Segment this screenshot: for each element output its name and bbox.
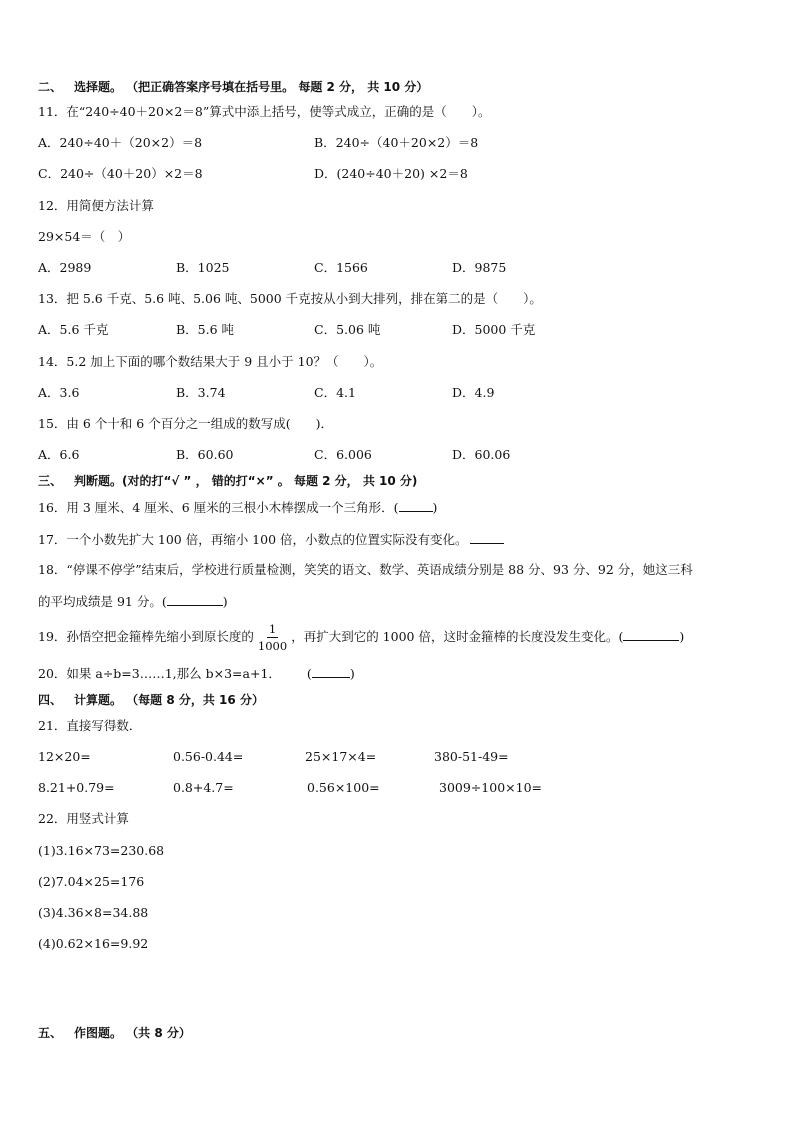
question-17 bbox=[38, 531, 504, 548]
question-14-option-c: C．4.1 bbox=[314, 385, 356, 400]
fraction-numerator: 1 bbox=[268, 622, 277, 636]
question-16-close: ) bbox=[432, 500, 438, 515]
section-number: 四、 bbox=[38, 693, 63, 707]
question-12-stem: 12．用简便方法计算 bbox=[38, 198, 154, 213]
section-number: 三、 bbox=[38, 474, 63, 488]
vertical-calc-item: (2)7.04×25=176 bbox=[38, 874, 145, 889]
question-11-option-a: A．240÷40＋（20×2）＝8 bbox=[38, 135, 203, 150]
question-15-option-b: B．60.60 bbox=[176, 447, 234, 462]
vertical-calc-item: (1)3.16×73=230.68 bbox=[38, 843, 165, 858]
answer-blank[interactable] bbox=[399, 499, 433, 512]
question-12-option-a: A．2989 bbox=[38, 260, 92, 275]
question-12-option-c: C．1566 bbox=[314, 260, 368, 275]
question-20-close: ) bbox=[349, 666, 355, 681]
question-18-close: ) bbox=[222, 594, 228, 609]
question-18-line-1: 18．“停课不停学”结束后，学校进行质量检测，笑笑的语文、数学、英语成绩分别是 88 分、93 分、92 分，她这三科 bbox=[38, 562, 693, 577]
question-12-expression: 29×54＝（ ） bbox=[38, 229, 131, 244]
question-13-option-b: B．5.6 吨 bbox=[176, 322, 235, 337]
question-14-option-b: B．3.74 bbox=[176, 385, 226, 400]
question-18-text: 的平均成绩是 91 分。( bbox=[38, 594, 167, 609]
question-19 bbox=[38, 618, 684, 656]
question-22-stem: 22．用竖式计算 bbox=[38, 811, 129, 826]
question-20-open: ( bbox=[306, 666, 312, 681]
section-number: 五、 bbox=[38, 1026, 63, 1040]
question-19-close: ) bbox=[679, 629, 685, 644]
section-2-heading bbox=[38, 79, 428, 95]
section-4-heading bbox=[38, 692, 264, 708]
calc-item: 12×20= bbox=[38, 749, 91, 764]
question-11-option-c: C．240÷（40＋20）×2＝8 bbox=[38, 166, 203, 181]
question-15-option-c: C．6.006 bbox=[314, 447, 372, 462]
question-11-option-b: B．240÷（40＋20×2）＝8 bbox=[314, 135, 479, 150]
question-15-option-a: A．6.6 bbox=[38, 447, 80, 462]
question-11-option-d: D．(240÷40＋20) ×2＝8 bbox=[314, 166, 468, 181]
calc-item: 3009÷100×10= bbox=[439, 780, 542, 795]
question-17-text: 17．一个小数先扩大 100 倍，再缩小 100 倍，小数点的位置实际没有变化。 bbox=[38, 532, 468, 547]
question-18-line-2 bbox=[38, 593, 228, 610]
section-title: 选择题。 （把正确答案序号填在括号里。 每题 2 分， 共 10 分） bbox=[74, 80, 429, 94]
section-3-heading bbox=[38, 473, 417, 489]
fraction bbox=[258, 622, 287, 653]
fraction-denominator: 1000 bbox=[257, 639, 288, 653]
question-19-text-before: 19．孙悟空把金箍棒先缩小到原长度的 bbox=[38, 629, 254, 644]
calc-item: 0.8+4.7= bbox=[173, 780, 234, 795]
section-5-heading bbox=[38, 1025, 191, 1041]
calc-item: 0.56-0.44= bbox=[173, 749, 244, 764]
question-14-option-a: A．3.6 bbox=[38, 385, 80, 400]
question-19-text-after: ，再扩大到它的 1000 倍，这时金箍棒的长度没发生变化。( bbox=[291, 629, 624, 644]
question-11-stem: 11．在“240÷40＋20×2＝8”算式中添上括号，使等式成立，正确的是（ ）。 bbox=[38, 104, 491, 119]
section-title: 作图题。 （共 8 分） bbox=[74, 1026, 191, 1040]
question-12-option-b: B．1025 bbox=[176, 260, 230, 275]
calc-item: 0.56×100= bbox=[307, 780, 380, 795]
question-13-option-a: A．5.6 千克 bbox=[38, 322, 109, 337]
question-13-option-d: D．5000 千克 bbox=[452, 322, 536, 337]
question-13-option-c: C．5.06 吨 bbox=[314, 322, 381, 337]
section-title: 计算题。 （每题 8 分，共 16 分） bbox=[74, 693, 264, 707]
answer-blank[interactable] bbox=[167, 593, 223, 606]
question-20-text: 20．如果 a÷b=3……1,那么 b×3=a+1． bbox=[38, 666, 281, 681]
vertical-calc-item: (4)0.62×16=9.92 bbox=[38, 936, 149, 951]
question-13-stem: 13．把 5.6 千克、5.6 吨、5.06 吨、5000 千克按从小到大排列，排在第二的是（ ）。 bbox=[38, 291, 542, 306]
answer-blank[interactable] bbox=[312, 665, 350, 678]
question-15-option-d: D．60.06 bbox=[452, 447, 511, 462]
calc-item: 380-51-49= bbox=[434, 749, 509, 764]
question-12-option-d: D．9875 bbox=[452, 260, 507, 275]
question-21-stem: 21．直接写得数． bbox=[38, 718, 142, 733]
answer-blank[interactable] bbox=[470, 531, 504, 544]
question-16 bbox=[38, 499, 437, 516]
question-20 bbox=[38, 665, 355, 682]
section-number: 二、 bbox=[38, 80, 63, 94]
section-title: 判断题。(对的打“√ ” ， 错的打“×” 。 每题 2 分， 共 10 分) bbox=[74, 474, 418, 488]
answer-blank[interactable] bbox=[623, 628, 679, 641]
question-14-stem: 14．5.2 加上下面的哪个数结果大于 9 且小于 10？（ ）。 bbox=[38, 354, 383, 369]
vertical-calc-item: (3)4.36×8=34.88 bbox=[38, 905, 149, 920]
calc-item: 8.21+0.79= bbox=[38, 780, 115, 795]
calc-item: 25×17×4= bbox=[305, 749, 377, 764]
question-15-stem: 15．由 6 个十和 6 个百分之一组成的数写成( )． bbox=[38, 416, 333, 431]
question-16-text: 16．用 3 厘米、4 厘米、6 厘米的三根小木棒摆成一个三角形．( bbox=[38, 500, 399, 515]
question-14-option-d: D．4.9 bbox=[452, 385, 495, 400]
